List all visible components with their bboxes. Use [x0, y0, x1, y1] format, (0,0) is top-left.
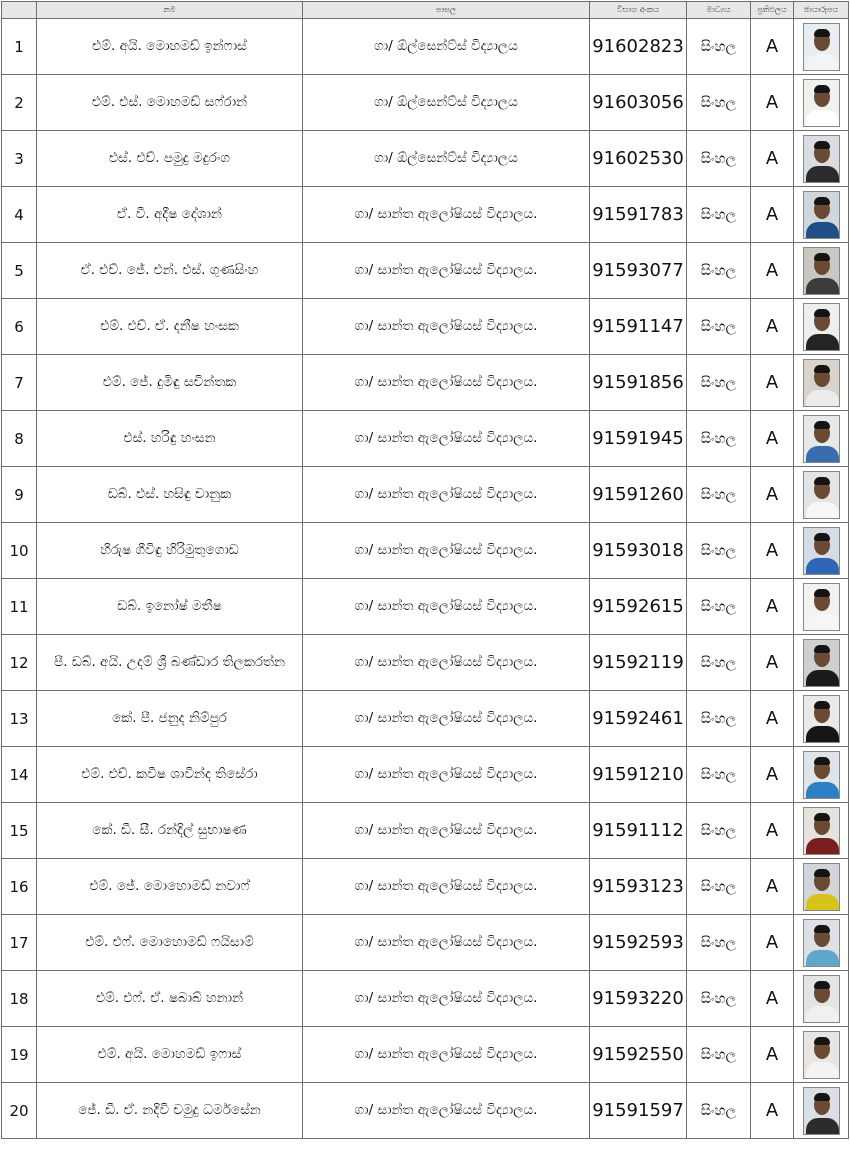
row-number: 6 — [2, 299, 37, 355]
student-name: එම්. එෆ්. ඒ. ෂබාබ් හනාන් — [37, 971, 303, 1027]
header-photo: ඡායාරූපය — [794, 2, 849, 19]
student-name: එස්. හරිඳු හංසන — [37, 411, 303, 467]
photo-hair — [814, 85, 830, 93]
photo-cell — [794, 971, 849, 1027]
student-photo — [803, 23, 840, 71]
table-row — [2, 467, 849, 523]
photo-cell — [794, 523, 849, 579]
medium: සිංහල — [687, 355, 751, 411]
photo-cell — [794, 19, 849, 75]
student-name: හිරුෂ ගීවිඳු හිරිමුතුගොඩ — [37, 523, 303, 579]
student-name: එම්. අයි. මොහමඩ් ඉෆාස් — [37, 1027, 303, 1083]
school-name: ගා/ ඕල්සෙන්ට්ස් විද්‍යාලය — [303, 75, 590, 131]
row-number: 1 — [2, 19, 37, 75]
photo-shoulders — [806, 726, 839, 743]
index-number: 91592461 — [590, 691, 687, 747]
student-photo — [803, 751, 840, 799]
index-number: 91593220 — [590, 971, 687, 1027]
school-name: ගා/ සාන්ත ඇලෝෂියස් විද්‍යාලය. — [303, 467, 590, 523]
table-row — [2, 187, 849, 243]
student-photo — [803, 919, 840, 967]
table-row — [2, 75, 849, 131]
photo-cell — [794, 635, 849, 691]
school-name: ගා/ සාන්ත ඇලෝෂියස් විද්‍යාලය. — [303, 1027, 590, 1083]
index-number: 91592615 — [590, 579, 687, 635]
row-number: 12 — [2, 635, 37, 691]
photo-cell — [794, 1027, 849, 1083]
medium: සිංහල — [687, 411, 751, 467]
student-name: ඒ. වී. අදීෂ දේශාන් — [37, 187, 303, 243]
index-number: 91591783 — [590, 187, 687, 243]
photo-cell — [794, 131, 849, 187]
result: A — [751, 971, 794, 1027]
student-name: ඒ. එච්. ජේ. එන්. එස්. ගුණසිංහ — [37, 243, 303, 299]
row-number: 19 — [2, 1027, 37, 1083]
photo-hair — [814, 645, 830, 653]
index-number: 91592119 — [590, 635, 687, 691]
table-row — [2, 971, 849, 1027]
header-row — [2, 2, 849, 19]
result: A — [751, 467, 794, 523]
table-row — [2, 579, 849, 635]
photo-cell — [794, 187, 849, 243]
photo-cell — [794, 299, 849, 355]
photo-shoulders — [806, 446, 839, 463]
medium: සිංහල — [687, 915, 751, 971]
result: A — [751, 1027, 794, 1083]
student-name: කේ. ඩී. සී. රන්දිල් සුභාෂණ — [37, 803, 303, 859]
row-number: 9 — [2, 467, 37, 523]
photo-shoulders — [806, 1006, 839, 1023]
table-row — [2, 19, 849, 75]
row-number: 18 — [2, 971, 37, 1027]
result: A — [751, 131, 794, 187]
student-photo — [803, 639, 840, 687]
photo-hair — [814, 925, 830, 933]
photo-hair — [814, 421, 830, 429]
photo-shoulders — [806, 222, 839, 239]
result: A — [751, 243, 794, 299]
row-number: 16 — [2, 859, 37, 915]
student-photo — [803, 135, 840, 183]
row-number: 10 — [2, 523, 37, 579]
table-row — [2, 691, 849, 747]
school-name: ගා/ සාන්ත ඇලෝෂියස් විද්‍යාලය. — [303, 579, 590, 635]
table-row — [2, 747, 849, 803]
table-row — [2, 131, 849, 187]
index-number: 91591147 — [590, 299, 687, 355]
photo-cell — [794, 467, 849, 523]
medium: සිංහල — [687, 1027, 751, 1083]
school-name: ගා/ සාන්ත ඇලෝෂියස් විද්‍යාලය. — [303, 243, 590, 299]
medium: සිංහල — [687, 467, 751, 523]
school-name: ගා/ සාන්ත ඇලෝෂියස් විද්‍යාලය. — [303, 635, 590, 691]
photo-hair — [814, 757, 830, 765]
school-name: ගා/ ඕල්සෙන්ට්ස් විද්‍යාලය — [303, 131, 590, 187]
index-number: 91602823 — [590, 19, 687, 75]
index-number: 91592593 — [590, 915, 687, 971]
photo-shoulders — [806, 782, 839, 799]
photo-shoulders — [806, 54, 839, 71]
medium: සිංහල — [687, 75, 751, 131]
school-name: ගා/ සාන්ත ඇලෝෂියස් විද්‍යාලය. — [303, 411, 590, 467]
photo-hair — [814, 29, 830, 37]
photo-hair — [814, 365, 830, 373]
result: A — [751, 915, 794, 971]
table-row — [2, 1083, 849, 1139]
student-photo — [803, 975, 840, 1023]
result: A — [751, 859, 794, 915]
medium: සිංහල — [687, 243, 751, 299]
photo-shoulders — [806, 502, 839, 519]
index-number: 91591856 — [590, 355, 687, 411]
header-result: ප්‍රතිඵලය — [751, 2, 794, 19]
photo-shoulders — [806, 838, 839, 855]
photo-shoulders — [806, 1062, 839, 1079]
school-name: ගා/ සාන්ත ඇලෝෂියස් විද්‍යාලය. — [303, 187, 590, 243]
row-number: 15 — [2, 803, 37, 859]
school-name: ගා/ සාන්ත ඇලෝෂියස් විද්‍යාලය. — [303, 523, 590, 579]
student-name: එම්. එෆ්. මොහොමඩ් ෆයිසාම් — [37, 915, 303, 971]
medium: සිංහල — [687, 187, 751, 243]
photo-hair — [814, 869, 830, 877]
result: A — [751, 635, 794, 691]
school-name: ගා/ සාන්ත ඇලෝෂියස් විද්‍යාලය. — [303, 803, 590, 859]
medium: සිංහල — [687, 523, 751, 579]
result: A — [751, 803, 794, 859]
photo-cell — [794, 803, 849, 859]
photo-cell — [794, 579, 849, 635]
table-row — [2, 1027, 849, 1083]
result: A — [751, 579, 794, 635]
header-num — [2, 2, 37, 19]
photo-cell — [794, 411, 849, 467]
school-name: ගා/ සාන්ත ඇලෝෂියස් විද්‍යාලය. — [303, 971, 590, 1027]
photo-cell — [794, 243, 849, 299]
student-photo — [803, 247, 840, 295]
index-number: 91591112 — [590, 803, 687, 859]
photo-shoulders — [806, 166, 839, 183]
photo-cell — [794, 915, 849, 971]
medium: සිංහල — [687, 19, 751, 75]
photo-hair — [814, 1093, 830, 1101]
row-number: 8 — [2, 411, 37, 467]
student-name: එම්. එච්. ඒ. දනීෂ හංසක — [37, 299, 303, 355]
table-row — [2, 355, 849, 411]
medium: සිංහල — [687, 1083, 751, 1139]
school-name: ගා/ සාන්ත ඇලෝෂියස් විද්‍යාලය. — [303, 355, 590, 411]
student-photo — [803, 695, 840, 743]
index-number: 91593018 — [590, 523, 687, 579]
photo-shoulders — [806, 334, 839, 351]
student-name: එම්. එස්. මොහමඩ් සෆ්රාන් — [37, 75, 303, 131]
medium: සිංහල — [687, 579, 751, 635]
header-index: විභාග අංකය — [590, 2, 687, 19]
row-number: 20 — [2, 1083, 37, 1139]
photo-shoulders — [806, 278, 839, 295]
medium: සිංහල — [687, 691, 751, 747]
school-name: ගා/ සාන්ත ඇලෝෂියස් විද්‍යාලය. — [303, 747, 590, 803]
photo-shoulders — [806, 110, 839, 127]
row-number: 4 — [2, 187, 37, 243]
row-number: 14 — [2, 747, 37, 803]
table-row — [2, 299, 849, 355]
student-photo — [803, 471, 840, 519]
photo-hair — [814, 477, 830, 485]
row-number: 3 — [2, 131, 37, 187]
school-name: ගා/ ඕල්සෙන්ට්ස් විද්‍යාලය — [303, 19, 590, 75]
medium: සිංහල — [687, 859, 751, 915]
table-row — [2, 859, 849, 915]
photo-cell — [794, 747, 849, 803]
school-name: ගා/ සාන්ත ඇලෝෂියස් විද්‍යාලය. — [303, 299, 590, 355]
student-photo — [803, 191, 840, 239]
student-name: එම්. අයි. මොහමඩ් ඉන්ෆාස් — [37, 19, 303, 75]
student-photo — [803, 79, 840, 127]
index-number: 91603056 — [590, 75, 687, 131]
photo-shoulders — [806, 894, 839, 911]
index-number: 91602530 — [590, 131, 687, 187]
student-photo — [803, 583, 840, 631]
result: A — [751, 1083, 794, 1139]
photo-hair — [814, 589, 830, 597]
student-photo — [803, 863, 840, 911]
student-photo — [803, 1087, 840, 1135]
photo-hair — [814, 141, 830, 149]
photo-hair — [814, 253, 830, 261]
photo-hair — [814, 701, 830, 709]
medium: සිංහල — [687, 747, 751, 803]
student-name: එස්. එච්. පමුදු මදුරංග — [37, 131, 303, 187]
index-number: 91591210 — [590, 747, 687, 803]
photo-shoulders — [806, 670, 839, 687]
student-name: ඩබ්. ඉනෝෂ් මතීෂ — [37, 579, 303, 635]
row-number: 7 — [2, 355, 37, 411]
student-photo — [803, 807, 840, 855]
table-row — [2, 915, 849, 971]
student-photo — [803, 1031, 840, 1079]
index-number: 91593123 — [590, 859, 687, 915]
result: A — [751, 75, 794, 131]
photo-cell — [794, 859, 849, 915]
result: A — [751, 691, 794, 747]
header-name: නම — [37, 2, 303, 19]
photo-cell — [794, 355, 849, 411]
photo-hair — [814, 981, 830, 989]
result: A — [751, 187, 794, 243]
photo-shoulders — [806, 558, 839, 575]
result: A — [751, 355, 794, 411]
table-row — [2, 411, 849, 467]
student-name: එම්. එච්. කවීෂ ශාවින්ද තිසේරා — [37, 747, 303, 803]
student-name: එම්. ජේ. මොහොමඩ් නවාෆ් — [37, 859, 303, 915]
student-name: කේ. පී. ජනුද නිම්පුර — [37, 691, 303, 747]
table-row — [2, 803, 849, 859]
medium: සිංහල — [687, 635, 751, 691]
index-number: 91591260 — [590, 467, 687, 523]
student-name: එම්. ජේ. දුමිඳු සචින්තක — [37, 355, 303, 411]
photo-hair — [814, 309, 830, 317]
photo-hair — [814, 197, 830, 205]
row-number: 17 — [2, 915, 37, 971]
photo-cell — [794, 1083, 849, 1139]
table-row — [2, 243, 849, 299]
student-name: ඩබ්. එස්. හසිඳු චානුක — [37, 467, 303, 523]
table-row — [2, 635, 849, 691]
table-row — [2, 523, 849, 579]
medium: සිංහල — [687, 971, 751, 1027]
photo-hair — [814, 1037, 830, 1045]
medium: සිංහල — [687, 131, 751, 187]
photo-hair — [814, 533, 830, 541]
photo-shoulders — [806, 390, 839, 407]
student-photo — [803, 303, 840, 351]
photo-cell — [794, 691, 849, 747]
student-photo — [803, 415, 840, 463]
result: A — [751, 411, 794, 467]
student-photo — [803, 527, 840, 575]
result: A — [751, 299, 794, 355]
student-name: ජේ. ඩී. ඒ. නදිවි චමුදු ධර්මසේන — [37, 1083, 303, 1139]
result: A — [751, 523, 794, 579]
result: A — [751, 747, 794, 803]
row-number: 5 — [2, 243, 37, 299]
medium: සිංහල — [687, 803, 751, 859]
photo-shoulders — [806, 1118, 839, 1135]
school-name: ගා/ සාන්ත ඇලෝෂියස් විද්‍යාලය. — [303, 915, 590, 971]
row-number: 13 — [2, 691, 37, 747]
index-number: 91592550 — [590, 1027, 687, 1083]
school-name: ගා/ සාන්ත ඇලෝෂියස් විද්‍යාලය. — [303, 1083, 590, 1139]
photo-cell — [794, 75, 849, 131]
photo-hair — [814, 813, 830, 821]
row-number: 11 — [2, 579, 37, 635]
student-name: පී. ඩබ්. අයි. උදම් ශ්‍රී බණ්ඩාර තිලකරත්න — [37, 635, 303, 691]
row-number: 2 — [2, 75, 37, 131]
school-name: ගා/ සාන්ත ඇලෝෂියස් විද්‍යාලය. — [303, 859, 590, 915]
results-table — [1, 1, 849, 1139]
header-school: පාසල — [303, 2, 590, 19]
student-photo — [803, 359, 840, 407]
result: A — [751, 19, 794, 75]
index-number: 91591597 — [590, 1083, 687, 1139]
index-number: 91593077 — [590, 243, 687, 299]
photo-shoulders — [806, 950, 839, 967]
header-medium: මාධ්‍යය — [687, 2, 751, 19]
medium: සිංහල — [687, 299, 751, 355]
photo-shoulders — [806, 614, 839, 631]
school-name: ගා/ සාන්ත ඇලෝෂියස් විද්‍යාලය. — [303, 691, 590, 747]
index-number: 91591945 — [590, 411, 687, 467]
